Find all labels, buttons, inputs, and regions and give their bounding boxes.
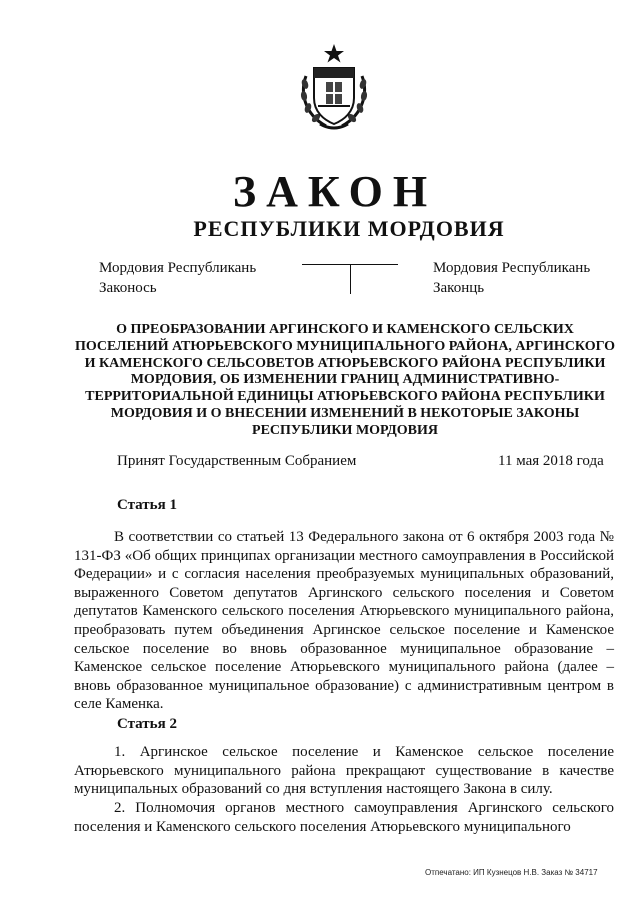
article-1-text: В соответствии со статьей 13 Федерального закона от 6 октября 2003 года № 131-ФЗ «Об общих принципах организации местного самоуправления в Российской Федерации» и с согласия населения преобразуемых муниципальных образований, выраженного Советом депутатов Аргинского сельского поселения и Советом депутатов Каменского сельского поселения Атюрьевского муниципального района, преобразовать путем объединения Аргинское сельское поселение и Каменское сельское поселение во вновь образованное муниципальное образование – Каменское сельское поселение Атюрьевского муниципального района (далее – вновь образованное муниципальное образование) с административным центром в селе Каменка. [74, 529, 614, 713]
law-title: О ПРЕОБРАЗОВАНИИ АРГИНСКОГО И КАМЕНСКОГО СЕЛЬСКИХ ПОСЕЛЕНИЙ АТЮРЬЕВСКОГО МУНИЦИПАЛЬНОГО РАЙОНА, АРГИНСКОГО И КАМЕНСКОГО СЕЛЬСОВЕТОВ АТЮРЬЕВСКОГО РАЙОНА РЕСПУБЛИКИ МОРДОВИЯ, ОБ ИЗМЕНЕНИИ ГРАНИЦ АДМИНИСТРАТИВНО-ТЕРРИТОРИАЛЬНОЙ ЕДИНИЦЫ АТЮРЬЕВСКОГО РАЙОНА РЕСПУБЛИКИ МОРДОВИЯ И О ВНЕСЕНИИ ИЗМЕНЕНИЙ В НЕКОТОРЫЕ ЗАКОНЫ РЕСПУБЛИКИ МОРДОВИЯ [74, 322, 616, 438]
accepted-date: 11 мая 2018 года [498, 453, 604, 469]
coat-of-arms-icon [296, 42, 372, 130]
header-divider-vertical [350, 264, 351, 294]
moksha-line-2: Законось [99, 280, 157, 296]
article-2-heading: Статья 2 [117, 716, 177, 732]
article-2-paragraph-1: 1. Аргинское сельское поселение и Каменское сельское поселение Атюрьевского муниципального района прекращают существование в качестве муниципальных образований со дня вступления настоящего Закона в силу. [74, 744, 614, 798]
print-footer: Отпечатано: ИП Кузнецов Н.В. Заказ № 34717 [425, 868, 598, 877]
moksha-heading [99, 258, 256, 298]
document-subtitle: РЕСПУБЛИКИ МОРДОВИЯ [193, 216, 505, 241]
article-1-heading: Статья 1 [117, 497, 177, 513]
erzya-heading [433, 258, 590, 298]
accepted-by: Принят Государственным Собранием [117, 453, 357, 469]
erzya-line-1: Мордовия Республикань [433, 260, 591, 276]
erzya-line-2: Законць [433, 280, 485, 296]
moksha-line-1: Мордовия Республикань [99, 260, 257, 276]
document-title: ЗАКОН [232, 167, 438, 216]
article-2-paragraph-2: 2. Полномочия органов местного самоуправления Аргинского сельского поселения и Каменского сельского поселения Атюрьевского муниципального [74, 800, 614, 835]
